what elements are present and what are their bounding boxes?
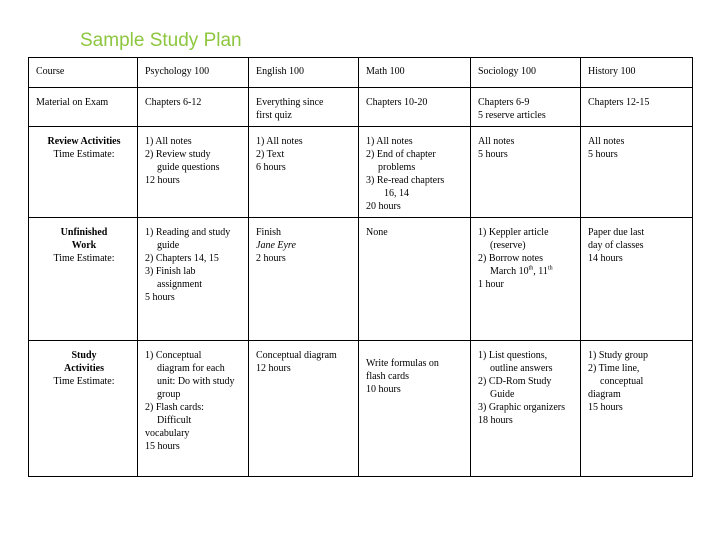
cell-review-english: 1) All notes 2) Text 6 hours — [249, 127, 359, 218]
table-row-unfinished — [29, 218, 693, 341]
table-row-course — [29, 58, 693, 88]
cell-material-english: Everything since first quiz — [249, 88, 359, 127]
cell-unfinished-psychology: 1) Reading and study guide 2) Chapters 14, 15 3) Finish lab assignment 5 hours — [138, 218, 249, 341]
cell-course-math: Math 100 — [359, 58, 471, 88]
cell-review-sociology: All notes 5 hours — [471, 127, 581, 218]
cell-material-history: Chapters 12-15 — [581, 88, 693, 127]
cell-material-sociology: Chapters 6-9 5 reserve articles — [471, 88, 581, 127]
row-label-unfinished: Unfinished Work Time Estimate: — [29, 218, 138, 341]
cell-course-sociology: Sociology 100 — [471, 58, 581, 88]
study-plan-table — [28, 57, 693, 477]
cell-study-sociology: 1) List questions, outline answers 2) CD-Rom Study Guide 3) Graphic organizers 18 hours — [471, 341, 581, 477]
cell-unfinished-english: Finish Jane Eyre 2 hours — [249, 218, 359, 341]
cell-study-english: Conceptual diagram 12 hours — [249, 341, 359, 477]
cell-study-history: 1) Study group 2) Time line, conceptual diagram 15 hours — [581, 341, 693, 477]
page-title: Sample Study Plan — [80, 30, 242, 51]
cell-course-history: History 100 — [581, 58, 693, 88]
table-row-study — [29, 341, 693, 477]
cell-study-math: Write formulas on flash cards 10 hours — [359, 341, 471, 477]
cell-course-psychology: Psychology 100 — [138, 58, 249, 88]
cell-unfinished-history: Paper due last day of classes 14 hours — [581, 218, 693, 341]
row-label-material: Material on Exam — [29, 88, 138, 127]
table-row-material — [29, 88, 693, 127]
cell-material-math: Chapters 10-20 — [359, 88, 471, 127]
cell-review-math: 1) All notes 2) End of chapter problems 3) Re-read chapters 16, 14 20 hours — [359, 127, 471, 218]
cell-material-psychology: Chapters 6-12 — [138, 88, 249, 127]
row-label-review: Review Activities Time Estimate: — [29, 127, 138, 218]
cell-unfinished-sociology: 1) Keppler article (reserve) 2) Borrow notes March 10th, 11th 1 hour — [471, 218, 581, 341]
cell-review-history: All notes 5 hours — [581, 127, 693, 218]
cell-unfinished-math: None — [359, 218, 471, 341]
cell-study-psychology: 1) Conceptual diagram for each unit: Do with study group 2) Flash cards: Difficult vocabulary 15 hours — [138, 341, 249, 477]
row-label-course: Course — [29, 58, 138, 88]
cell-review-psychology: 1) All notes 2) Review study guide questions 12 hours — [138, 127, 249, 218]
cell-course-english: English 100 — [249, 58, 359, 88]
row-label-study: Study Activities Time Estimate: — [29, 341, 138, 477]
table-row-review — [29, 127, 693, 218]
